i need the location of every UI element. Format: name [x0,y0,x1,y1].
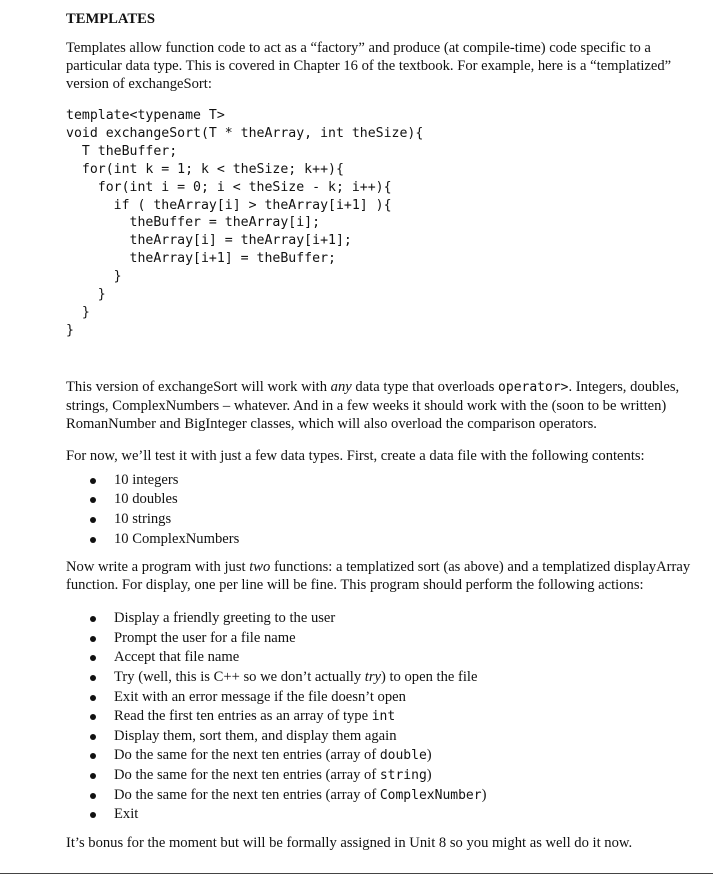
list-item: 10 integers [66,471,696,491]
list-item: 10 strings [66,510,696,530]
text-span: . Integers, doubles, strings, ComplexNumbers – whatever. And in a few weeks it should work with the (soon to be written) RomanNumber and BigInteger classes, which will also overload the comparison operators. [66,378,680,432]
text-span: Do the same for the next ten entries (array of [114,766,380,783]
list-item [66,786,696,806]
list-item [66,668,696,688]
list-item: Display them, sort them, and display them again [66,727,696,747]
intro-paragraph: Templates allow function code to act as a “factory” and produce (at compile-time) code specific to a particular data type. This is covered in Chapter 16 of the textbook. For example, here is a “templatized” version of exchangeSort: [66,40,672,92]
text-span: Try (well, this is C++ so we don’t actually [114,668,365,685]
list-item: Accept that file name [66,648,696,668]
inline-code: string [379,767,427,783]
emphasis-text: two [249,559,271,576]
text-span: ) [481,786,487,803]
section-heading: TEMPLATES [66,11,155,27]
list-item: Prompt the user for a file name [66,629,696,649]
code-block: template<typename T> void exchangeSort(T * theArray, int theSize){ T theBuffer; for(int k = 1; k < theSize; k++){ for(int i = 0; i < theSize - k; i++){ if ( theArray[i] > theArray[i+1] ){ theBuffer = theArray[i]; theArray[i] = theArray[i+1]; theArray[i+1] = theBuffer; } } } } [66,108,424,338]
emphasis-text: any [330,378,352,395]
data-file-paragraph: For now, we’ll test it with just a few data types. First, create a data file with the following contents: [66,447,645,464]
text-span: Now write a program with just [66,559,250,576]
inline-code: int [371,709,396,725]
inline-code: double [379,748,427,764]
data-file-list [66,471,696,549]
inline-code: operator> [498,379,569,395]
list-item: Exit [66,805,696,825]
list-item [66,746,696,766]
list-item [66,766,696,786]
actions-list [66,609,696,825]
text-span: data type that overloads [351,378,499,395]
inline-code: ComplexNumber [379,787,482,803]
text-span: Read the first ten entries as an array of type [114,708,372,725]
list-item [66,707,696,727]
list-item: Exit with an error message if the file doesn’t open [66,688,696,708]
text-span: ) [426,766,432,783]
operator-paragraph [66,378,696,433]
text-span: Do the same for the next ten entries (array of [114,747,380,764]
emphasis-text: try [364,668,381,685]
text-span: ) [426,747,432,764]
list-item: Display a friendly greeting to the user [66,609,696,629]
text-span: Do the same for the next ten entries (array of [114,786,380,803]
program-paragraph [66,558,696,594]
text-span: ) to open the file [380,668,478,685]
list-item: 10 ComplexNumbers [66,530,696,550]
document-page [66,10,696,852]
closing-paragraph: It’s bonus for the moment but will be formally assigned in Unit 8 so you might as well do it now. [66,834,633,851]
text-span: This version of exchangeSort will work with [66,378,331,395]
text-span: functions: a templatized sort (as above) and a templatized displayArray function. For display, one per line will be fine. This program should perform the following actions: [66,559,691,594]
page-bottom-divider [0,873,713,874]
list-item: 10 doubles [66,490,696,510]
